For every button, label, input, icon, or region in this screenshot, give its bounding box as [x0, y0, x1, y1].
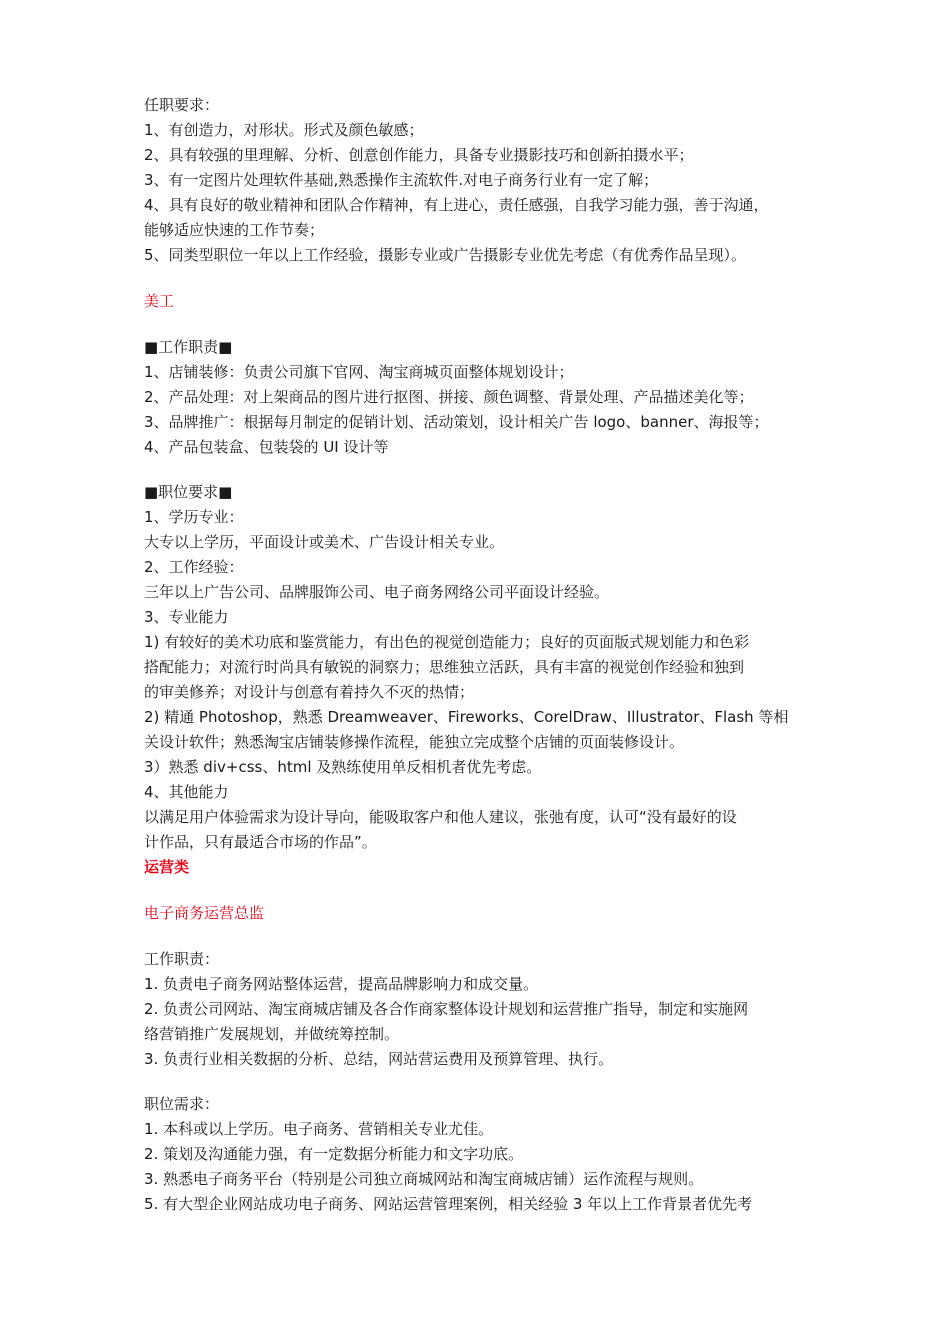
operations-duty-2: 2. 负责公司网站、淘宝商城店铺及各合作商家整体设计规划和运营推广指导，制定和实施网: [144, 1000, 749, 1018]
artist-req-line-13: 以满足用户体验需求为设计导向，能吸取客户和他人建议，张弛有度，认可“没有最好的设: [144, 808, 737, 826]
operations-duties-title: 工作职责：: [144, 950, 220, 968]
artist-duty-2: 2、产品处理：对上架商品的图片进行抠图、拼接、颜色调整、背景处理、产品描述美化等；: [144, 388, 754, 406]
artist-req-line-8: 的审美修养；对设计与创意有着持久不灭的热情；: [144, 683, 475, 701]
operations-category-title: 运营类: [144, 858, 190, 876]
operations-req-1: 1. 本科或以上学历。电子商务、营销相关专业尤佳。: [144, 1120, 494, 1138]
operations-req-5: 5. 有大型企业网站成功电子商务、网站运营管理案例，相关经验 3 年以上工作背景者优先考: [144, 1195, 753, 1213]
operations-req-title: 职位需求：: [144, 1095, 220, 1113]
artist-duties-title: ■工作职责■: [144, 338, 233, 356]
artist-duty-3: 3、品牌推广：根据每月制定的促销计划、活动策划，设计相关广告 logo、banner、海报等；: [144, 413, 769, 431]
artist-req-line-9: 2) 精通 Photoshop，熟悉 Dreamweaver、Fireworks、CorelDraw、Illustrator、Flash 等相: [144, 708, 789, 726]
photographer-req-item-4: 4、具有良好的敬业精神和团队合作精神，有上进心，责任感强，自我学习能力强，善于沟通，: [144, 196, 769, 214]
artist-duty-1: 1、店铺装修：负责公司旗下官网、淘宝商城页面整体规划设计；: [144, 363, 574, 381]
artist-req-line-11: 3）熟悉 div+css、html 及熟练使用单反相机者优先考虑。: [144, 758, 542, 776]
operations-req-3: 3. 熟悉电子商务平台（特别是公司独立商城网站和淘宝商城店铺）运作流程与规则。: [144, 1170, 704, 1188]
operations-duty-3: 3. 负责行业相关数据的分析、总结，网站营运费用及预算管理、执行。: [144, 1050, 614, 1068]
photographer-req-item-2: 2、具有较强的里理解、分析、创意创作能力，具备专业摄影技巧和创新拍摄水平；: [144, 146, 694, 164]
operations-duty-1: 1. 负责电子商务网站整体运营，提高品牌影响力和成交量。: [144, 975, 539, 993]
operations-duty-2-cont: 络营销推广发展规划，并做统筹控制。: [144, 1025, 400, 1043]
artist-req-line-4: 三年以上广告公司、品牌服饰公司、电子商务网络公司平面设计经验。: [144, 583, 610, 601]
photographer-req-item-4-cont: 能够适应快速的工作节奏；: [144, 221, 325, 239]
artist-req-line-14: 计作品，只有最适合市场的作品”。: [144, 833, 377, 851]
photographer-req-item-3: 3、有一定图片处理软件基础,熟悉操作主流软件.对电子商务行业有一定了解；: [144, 171, 659, 189]
artist-req-line-3: 2、工作经验：: [144, 558, 244, 576]
operations-req-2: 2. 策划及沟通能力强，有一定数据分析能力和文字功底。: [144, 1145, 524, 1163]
artist-req-line-7: 搭配能力；对流行时尚具有敏锐的洞察力；思维独立活跃，具有丰富的视觉创作经验和独到: [144, 658, 745, 676]
artist-req-line-12: 4、其他能力: [144, 783, 229, 801]
artist-req-line-2: 大专以上学历，平面设计或美术、广告设计相关专业。: [144, 533, 505, 551]
operations-job-title: 电子商务运营总监: [144, 904, 265, 922]
photographer-req-item-5: 5、同类型职位一年以上工作经验，摄影专业或广告摄影专业优先考虑（有优秀作品呈现）。: [144, 246, 747, 264]
artist-section-title: 美工: [144, 292, 175, 310]
artist-req-line-6: 1) 有较好的美术功底和鉴赏能力，有出色的视觉创造能力；良好的页面版式规划能力和色彩: [144, 633, 750, 651]
photographer-req-title: 任职要求：: [144, 96, 220, 114]
artist-req-line-1: 1、学历专业：: [144, 508, 244, 526]
artist-req-title: ■职位要求■: [144, 483, 233, 501]
artist-duty-4: 4、产品包装盒、包装袋的 UI 设计等: [144, 438, 389, 456]
artist-req-line-5: 3、专业能力: [144, 608, 229, 626]
document-page: [144, 93, 814, 1217]
artist-req-line-10: 关设计软件；熟悉淘宝店铺装修操作流程，能独立完成整个店铺的页面装修设计。: [144, 733, 685, 751]
photographer-req-item-1: 1、有创造力，对形状。形式及颜色敏感；: [144, 121, 424, 139]
